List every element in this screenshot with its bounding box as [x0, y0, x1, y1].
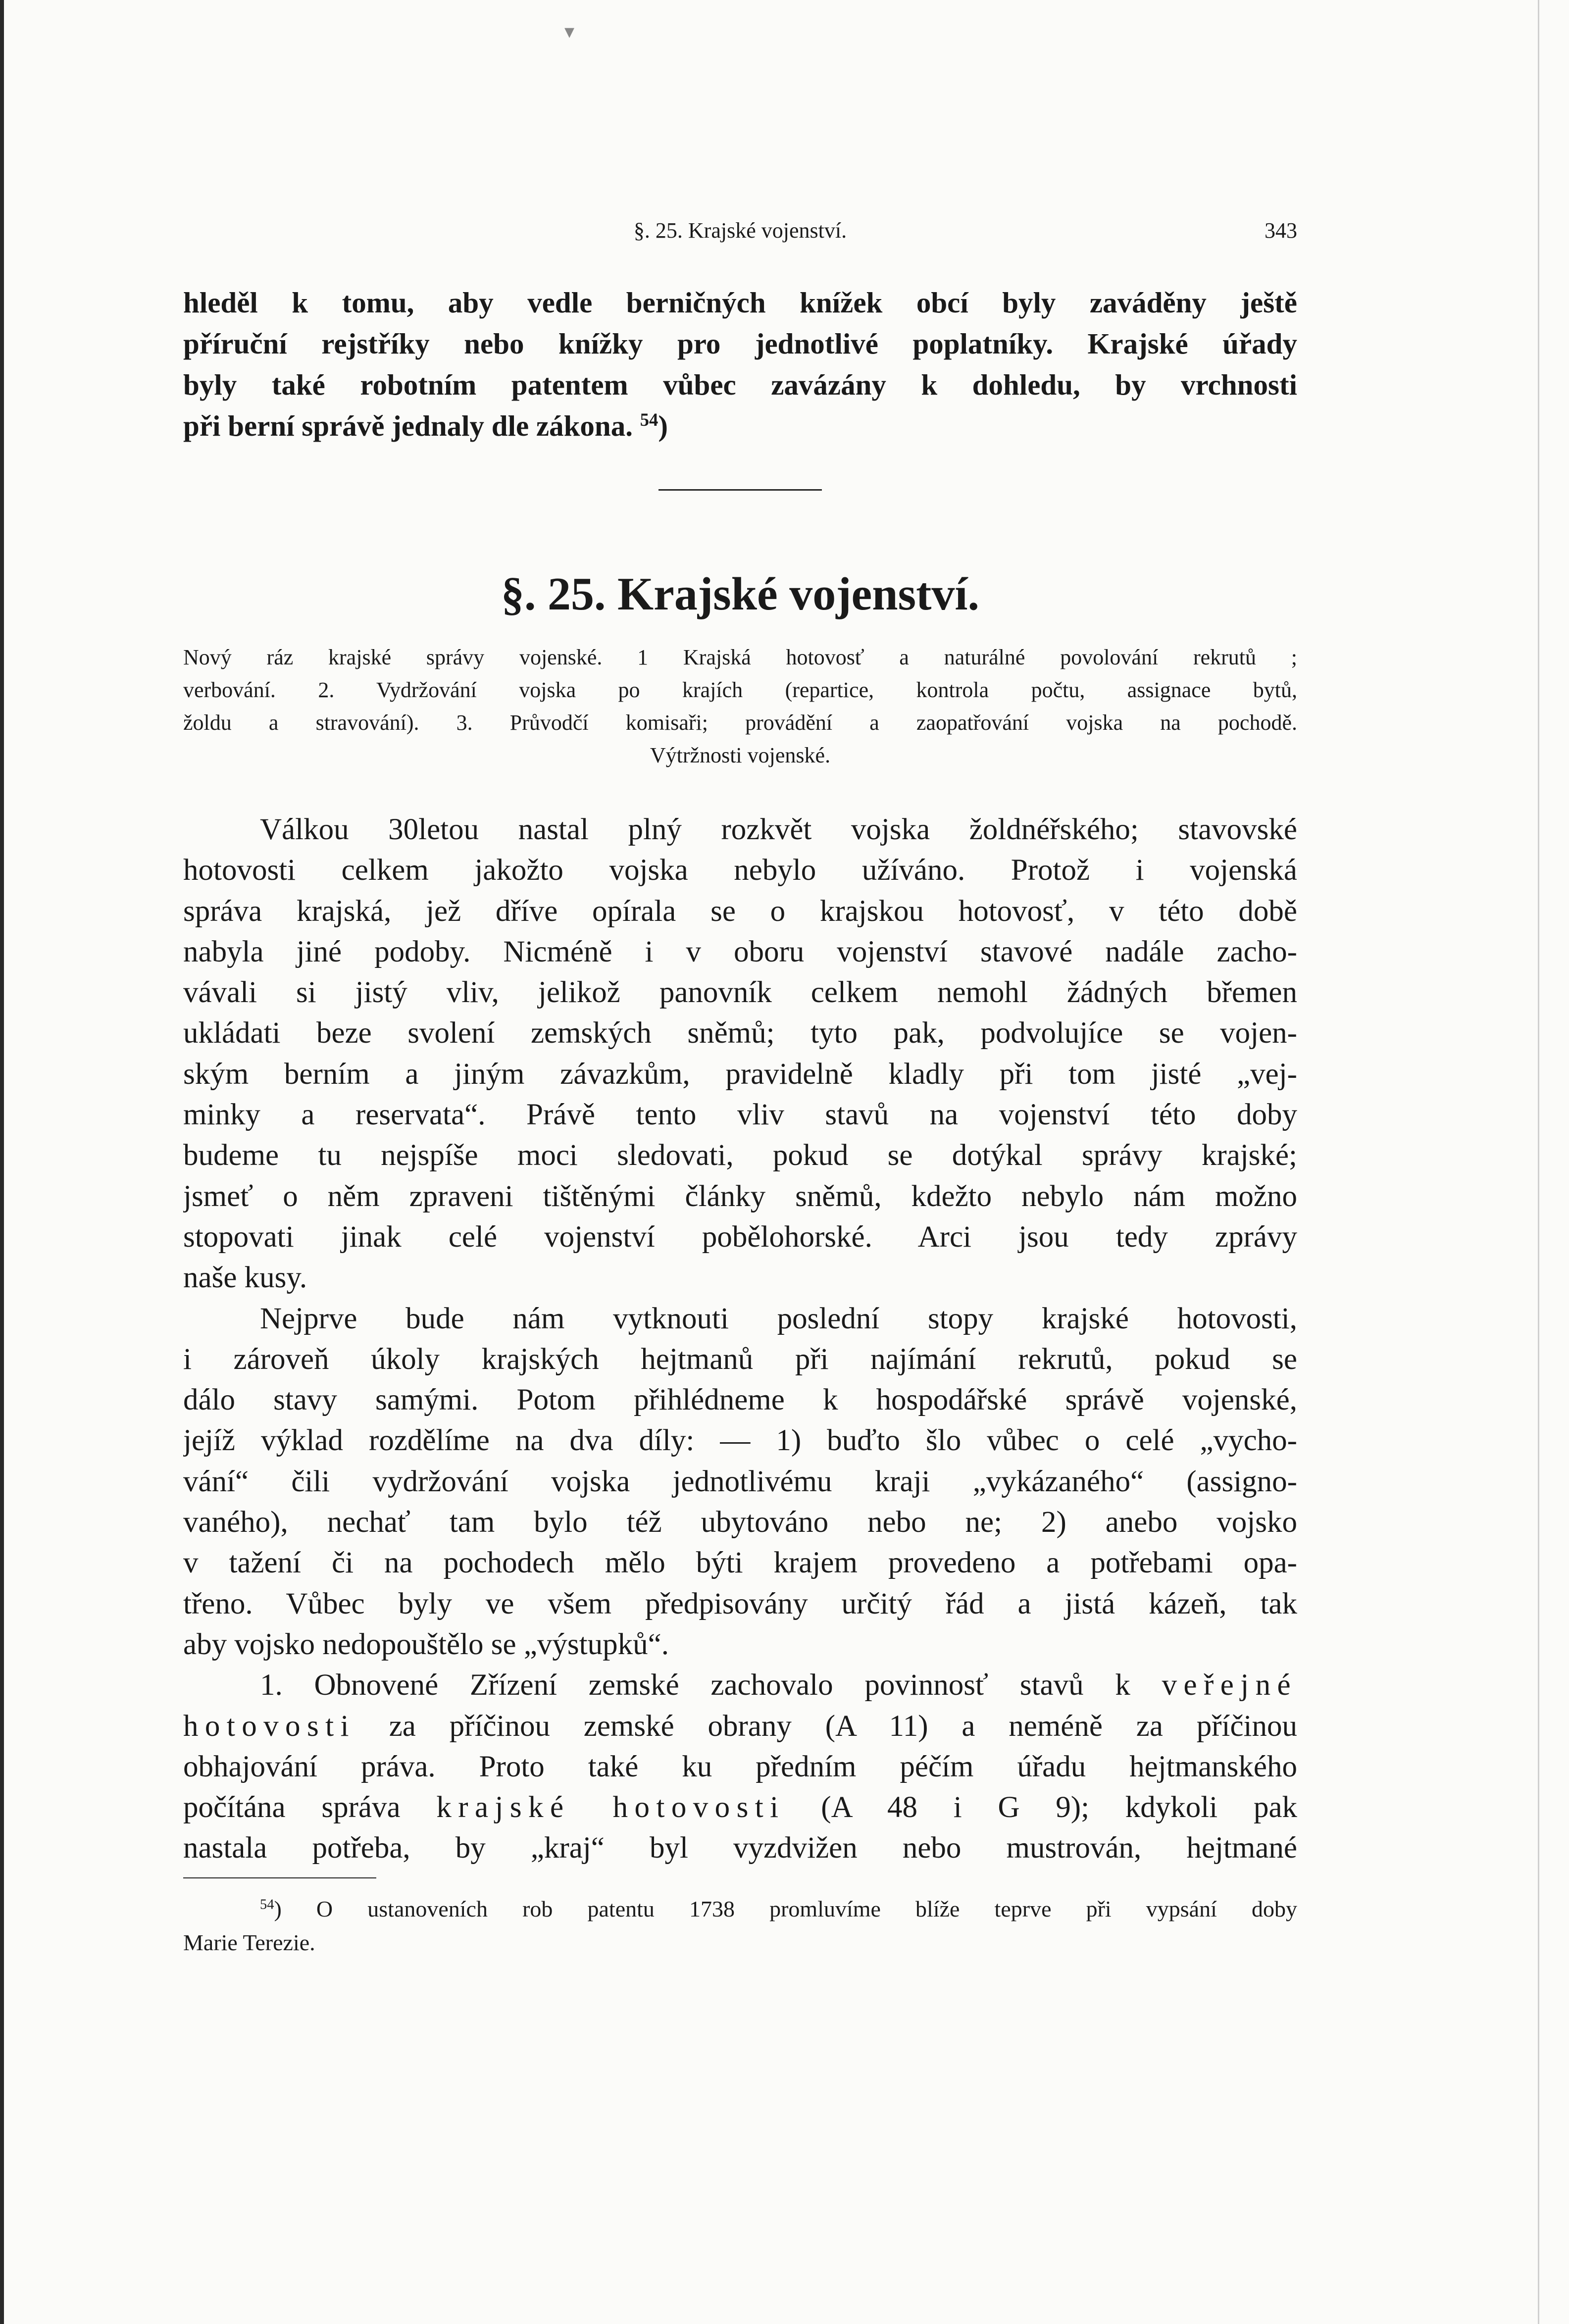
text-line: hleděl k tomu, aby vedle berničných knížek obcí byly zaváděny ještě — [183, 286, 1297, 319]
text-line: třeno. Vůbec byly ve všem předpisovány určitý řád a jistá kázeň, tak — [183, 1587, 1297, 1620]
text-line: příruční rejstříky nebo knížky pro jednotlivé poplatníky. Krajské úřady — [183, 327, 1297, 360]
scan-speck: ▾ — [564, 20, 575, 43]
text-line: stopovati jinak celé vojenství pobělohorské. Arci jsou tedy zprávy — [183, 1220, 1297, 1254]
text-line: vání“ čili vydržování vojska jednotlivému kraji „vykázaného“ (assigno- — [183, 1465, 1297, 1498]
section-divider — [658, 489, 822, 491]
running-header — [183, 218, 1297, 248]
summary-line: Nový ráz krajské správy vojenské. 1 Krajská hotovosť a naturálné povolování rekrutů ; — [183, 645, 1297, 669]
text-line: byly také robotním patentem vůbec zavázány k dohledu, by vrchnosti — [183, 368, 1297, 401]
body-text — [183, 809, 1297, 1869]
text-line: ským berním a jiným závazkům, pravidelně kladly při tom jisté „vej- — [183, 1057, 1297, 1091]
footnote-line: Marie Terezie. — [183, 1930, 315, 1955]
text-line: vávali si jistý vliv, jelikož panovník celkem nemohl žádných břemen — [183, 976, 1297, 1010]
text-line: vaného), nechať tam bylo též ubytováno nebo ne; 2) anebo vojsko — [183, 1506, 1297, 1539]
footnote-rule — [183, 1877, 376, 1878]
spaced-emphasis: veřejné — [1162, 1668, 1297, 1702]
summary-line: žoldu a stravování). 3. Průvodčí komisaři; provádění a zaopatřování vojska na pochodě. — [183, 710, 1297, 735]
text-line: správa krajská, jež dříve opírala se o krajskou hotovosť, v této době — [183, 894, 1297, 928]
text-line: počítána správa krajské hotovosti (A 48 i G 9); kdykoli pak — [183, 1791, 1297, 1824]
text-line: nabyla jiné podoby. Nicméně i v oboru vojenství stavové nadále zacho- — [183, 935, 1297, 968]
text-line: jsmeť o něm zpraveni tištěnými články sněmů, kdežto nebylo nám možno — [183, 1179, 1297, 1213]
spaced-emphasis: krajské hotovosti — [436, 1791, 785, 1824]
text-line: minky a reservata“. Právě tento vliv stavů na vojenství této doby — [183, 1098, 1297, 1132]
running-title: §. 25. Krajské vojenství. — [633, 218, 847, 243]
footnote — [183, 1892, 1297, 1960]
text-line: Nejprve bude nám vytknouti poslední stopy krajské hotovosti, — [260, 1302, 1297, 1335]
page-number: 343 — [1265, 218, 1297, 243]
section-title: §. 25. Krajské vojenství. — [501, 568, 980, 620]
text-line: hotovosti za příčinou zemské obrany (A 11) a neméně za příčinou — [183, 1709, 1297, 1743]
text-line: ukládati beze svolení zemských sněmů; tyto pak, podvolujíce se vojen- — [183, 1016, 1297, 1050]
text-line: i zároveň úkoly krajských hejtmanů při najímání rekrutů, pokud se — [183, 1342, 1297, 1376]
text-line: jejíž výklad rozdělíme na dva díly: — 1) buďto šlo vůbec o celé „vycho- — [183, 1424, 1297, 1458]
footnote-marker: 54 — [260, 1897, 274, 1913]
text-line: aby vojsko nedopouštělo se „výstupků“. — [183, 1627, 669, 1661]
summary-line: verbování. 2. Vydržování vojska po krajích (repartice, kontrola počtu, assignace bytů, — [183, 678, 1297, 702]
text-line: obhajování práva. Proto také ku předním péčím úřadu hejtmanského — [183, 1750, 1297, 1783]
intro-paragraph — [183, 282, 1297, 447]
spaced-emphasis: hotovosti — [183, 1709, 355, 1743]
summary-line: Výtržnosti vojenské. — [650, 743, 831, 767]
text-line: hotovosti celkem jakožto vojska nebylo užíváno. Protož i vojenská — [183, 854, 1297, 887]
text-line: v tažení či na pochodech mělo býti krajem provedeno a potřebami opa- — [183, 1546, 1297, 1580]
text-line: 1. Obnovené Zřízení zemské zachovalo povinnosť stavů k veřejné — [260, 1668, 1297, 1702]
text-line: dálo stavy samými. Potom přihlédneme k hospodářské správě vojenské, — [183, 1383, 1297, 1417]
section-summary — [183, 641, 1297, 772]
scan-left-edge — [0, 0, 4, 2324]
text-line: nastala potřeba, by „kraj“ byl vyzdvižen nebo mustrován, hejtmané — [183, 1831, 1297, 1865]
text-line: budeme tu nejspíše moci sledovati, pokud se dotýkal správy krajské; — [183, 1139, 1297, 1172]
footnote-line: $^{54}$) O ustanoveních rob patentu 1738 promluvíme blíže teprve při vypsání doby — [260, 1896, 1297, 1921]
scan-right-edge — [1538, 0, 1539, 2324]
text-line: naše kusy. — [183, 1261, 307, 1295]
footnote-ref: 54 — [640, 409, 658, 430]
text-line: Válkou 30letou nastal plný rozkvět vojska žoldnéřského; stavovské — [260, 813, 1297, 846]
text-line: při berní správě jednaly dle zákona. $^{54}$) — [183, 409, 668, 442]
